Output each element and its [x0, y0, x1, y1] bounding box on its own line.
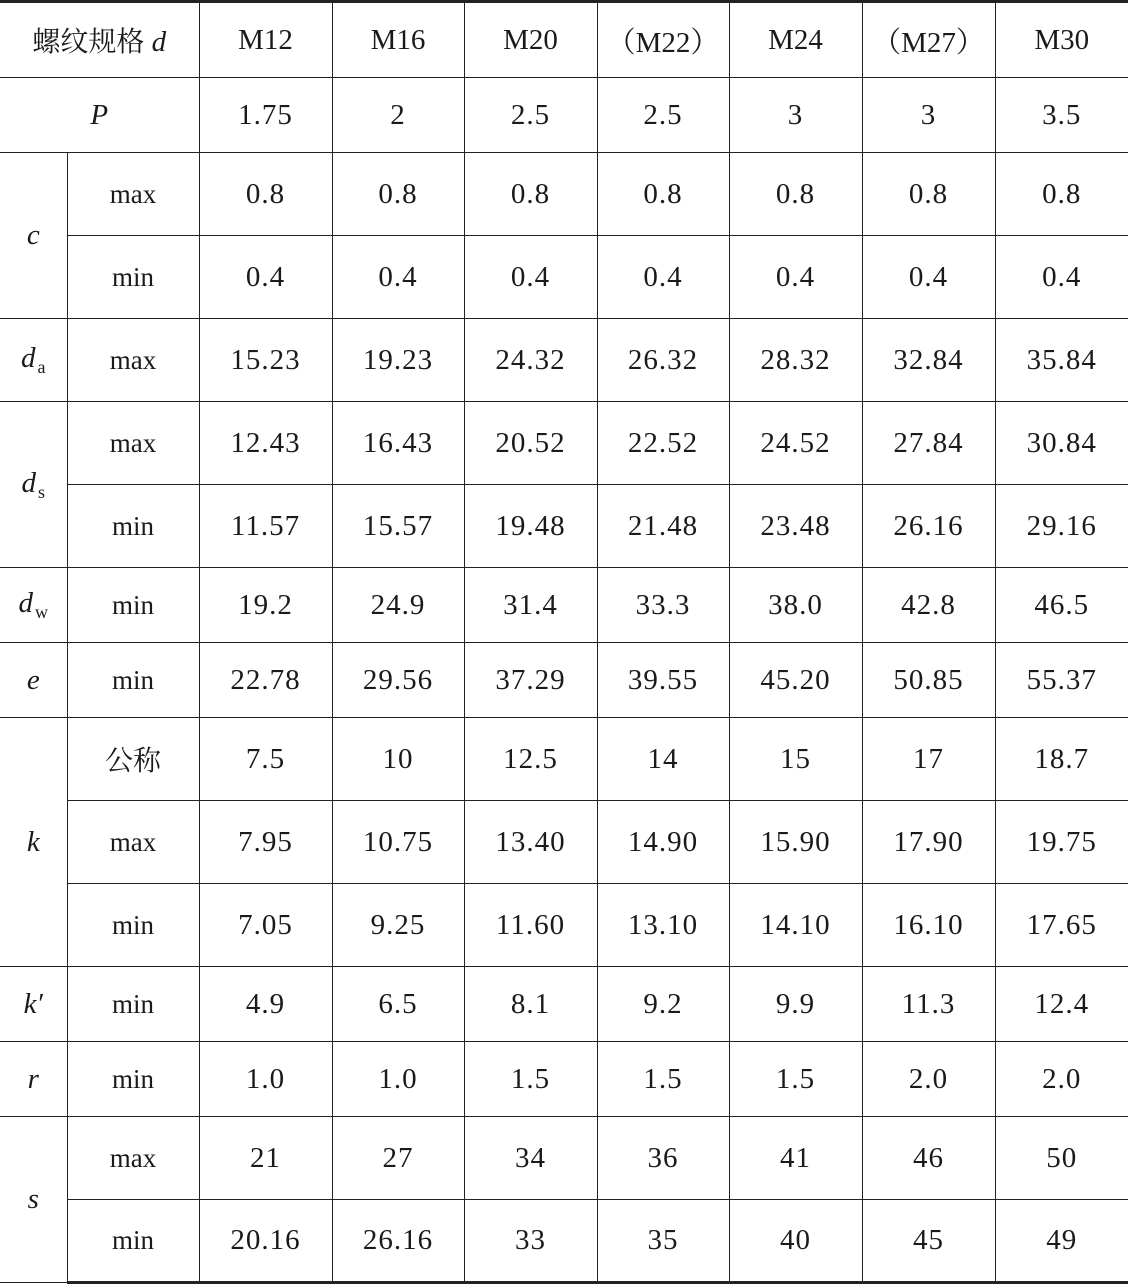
value-cell: 21.48: [597, 485, 729, 568]
value-cell: 50.85: [862, 643, 995, 718]
value-cell: 55.37: [995, 643, 1128, 718]
value-cell: 26.16: [862, 485, 995, 568]
value-cell: 2.5: [464, 78, 597, 153]
value-cell: 33.3: [597, 568, 729, 643]
sub-label: min: [67, 1042, 199, 1117]
value-cell: 0.4: [332, 236, 464, 319]
value-cell: 12.4: [995, 967, 1128, 1042]
value-cell: 7.95: [199, 801, 332, 884]
value-cell: 11.60: [464, 884, 597, 967]
value-cell: 24.9: [332, 568, 464, 643]
value-cell: 42.8: [862, 568, 995, 643]
sub-label: max: [67, 801, 199, 884]
value-cell: 0.4: [729, 236, 862, 319]
value-cell: 0.4: [597, 236, 729, 319]
row-kprime-min: [0, 967, 1128, 1042]
value-cell: 3.5: [995, 78, 1128, 153]
symbol-ds: d $_s$: [0, 402, 67, 568]
value-cell: 7.05: [199, 884, 332, 967]
value-cell: 22.78: [199, 643, 332, 718]
size-header: M20: [464, 2, 597, 78]
value-cell: 0.8: [464, 153, 597, 236]
size-header: M24: [729, 2, 862, 78]
symbol-dw: d $_w$: [0, 568, 67, 643]
value-cell: 2.0: [995, 1042, 1128, 1117]
symbol-r: r: [0, 1042, 67, 1117]
value-cell: 0.4: [862, 236, 995, 319]
value-cell: 35: [597, 1200, 729, 1283]
value-cell: 6.5: [332, 967, 464, 1042]
value-cell: 32.84: [862, 319, 995, 402]
value-cell: 13.10: [597, 884, 729, 967]
size-header: （M22）: [597, 2, 729, 78]
value-cell: 31.4: [464, 568, 597, 643]
value-cell: 10: [332, 718, 464, 801]
value-cell: 45: [862, 1200, 995, 1283]
symbol-k: k: [0, 718, 67, 967]
value-cell: 46.5: [995, 568, 1128, 643]
sub-label: min: [67, 1200, 199, 1283]
value-cell: 15.57: [332, 485, 464, 568]
value-cell: 20.16: [199, 1200, 332, 1283]
value-cell: 0.8: [199, 153, 332, 236]
value-cell: 1.0: [332, 1042, 464, 1117]
size-header: M30: [995, 2, 1128, 78]
value-cell: 24.52: [729, 402, 862, 485]
value-cell: 7.5: [199, 718, 332, 801]
value-cell: 17.90: [862, 801, 995, 884]
value-cell: 10.75: [332, 801, 464, 884]
thread-spec-header: 螺纹规格 d: [0, 2, 199, 78]
value-cell: 19.23: [332, 319, 464, 402]
value-cell: 1.75: [199, 78, 332, 153]
value-cell: 39.55: [597, 643, 729, 718]
row-k-max: [0, 801, 1128, 884]
row-da-max: [0, 319, 1128, 402]
sub-label: min: [67, 884, 199, 967]
value-cell: 37.29: [464, 643, 597, 718]
value-cell: 16.43: [332, 402, 464, 485]
symbol-P: P: [0, 78, 199, 153]
value-cell: 15.90: [729, 801, 862, 884]
sub-label: min: [67, 485, 199, 568]
value-cell: 14.90: [597, 801, 729, 884]
value-cell: 38.0: [729, 568, 862, 643]
value-cell: 9.25: [332, 884, 464, 967]
value-cell: 2.5: [597, 78, 729, 153]
value-cell: 27.84: [862, 402, 995, 485]
size-header: （M27）: [862, 2, 995, 78]
value-cell: 1.5: [729, 1042, 862, 1117]
value-cell: 49: [995, 1200, 1128, 1283]
value-cell: 0.8: [597, 153, 729, 236]
value-cell: 33: [464, 1200, 597, 1283]
value-cell: 0.4: [995, 236, 1128, 319]
value-cell: 2.0: [862, 1042, 995, 1117]
size-header: M16: [332, 2, 464, 78]
sub-label: min: [67, 568, 199, 643]
value-cell: 4.9: [199, 967, 332, 1042]
value-cell: 12.43: [199, 402, 332, 485]
value-cell: 17: [862, 718, 995, 801]
row-k-nominal: [0, 718, 1128, 801]
value-cell: 3: [729, 78, 862, 153]
value-cell: 28.32: [729, 319, 862, 402]
row-ds-max: [0, 402, 1128, 485]
value-cell: 0.8: [332, 153, 464, 236]
symbol-k-prime: k′: [0, 967, 67, 1042]
sub-label: max: [67, 153, 199, 236]
value-cell: 18.7: [995, 718, 1128, 801]
value-cell: 23.48: [729, 485, 862, 568]
value-cell: 45.20: [729, 643, 862, 718]
value-cell: 9.2: [597, 967, 729, 1042]
value-cell: 0.4: [464, 236, 597, 319]
value-cell: 3: [862, 78, 995, 153]
value-cell: 17.65: [995, 884, 1128, 967]
row-P: [0, 78, 1128, 153]
value-cell: 36: [597, 1117, 729, 1200]
value-cell: 2: [332, 78, 464, 153]
value-cell: 0.8: [729, 153, 862, 236]
value-cell: 15: [729, 718, 862, 801]
value-cell: 30.84: [995, 402, 1128, 485]
row-s-min: [0, 1200, 1128, 1283]
row-dw-min: [0, 568, 1128, 643]
value-cell: 0.8: [995, 153, 1128, 236]
value-cell: 15.23: [199, 319, 332, 402]
value-cell: 8.1: [464, 967, 597, 1042]
row-k-min: [0, 884, 1128, 967]
sub-label: min: [67, 643, 199, 718]
value-cell: 0.4: [199, 236, 332, 319]
sub-label: min: [67, 236, 199, 319]
value-cell: 27: [332, 1117, 464, 1200]
symbol-c: c: [0, 153, 67, 319]
sub-label: max: [67, 319, 199, 402]
value-cell: 35.84: [995, 319, 1128, 402]
value-cell: 21: [199, 1117, 332, 1200]
value-cell: 50: [995, 1117, 1128, 1200]
value-cell: 14.10: [729, 884, 862, 967]
value-cell: 11.3: [862, 967, 995, 1042]
sub-label: max: [67, 402, 199, 485]
value-cell: 40: [729, 1200, 862, 1283]
sub-label: max: [67, 1117, 199, 1200]
sub-label: 公称: [67, 718, 199, 801]
row-ds-min: [0, 485, 1128, 568]
value-cell: 0.8: [862, 153, 995, 236]
row-e-min: [0, 643, 1128, 718]
sub-label: min: [67, 967, 199, 1042]
value-cell: 12.5: [464, 718, 597, 801]
value-cell: 9.9: [729, 967, 862, 1042]
value-cell: 22.52: [597, 402, 729, 485]
value-cell: 34: [464, 1117, 597, 1200]
value-cell: 16.10: [862, 884, 995, 967]
value-cell: 41: [729, 1117, 862, 1200]
value-cell: 1.5: [464, 1042, 597, 1117]
size-header: M12: [199, 2, 332, 78]
symbol-s: s: [0, 1117, 67, 1283]
value-cell: 46: [862, 1117, 995, 1200]
value-cell: 19.48: [464, 485, 597, 568]
value-cell: 19.75: [995, 801, 1128, 884]
row-c-max: [0, 153, 1128, 236]
value-cell: 13.40: [464, 801, 597, 884]
value-cell: 14: [597, 718, 729, 801]
row-s-max: [0, 1117, 1128, 1200]
row-r-min: [0, 1042, 1128, 1117]
value-cell: 11.57: [199, 485, 332, 568]
value-cell: 20.52: [464, 402, 597, 485]
value-cell: 19.2: [199, 568, 332, 643]
value-cell: 29.16: [995, 485, 1128, 568]
value-cell: 26.16: [332, 1200, 464, 1283]
row-c-min: [0, 236, 1128, 319]
value-cell: 29.56: [332, 643, 464, 718]
value-cell: 26.32: [597, 319, 729, 402]
symbol-da: d $_a$: [0, 319, 67, 402]
value-cell: 1.0: [199, 1042, 332, 1117]
header-row: [0, 2, 1128, 78]
value-cell: 24.32: [464, 319, 597, 402]
value-cell: 1.5: [597, 1042, 729, 1117]
symbol-e: e: [0, 643, 67, 718]
